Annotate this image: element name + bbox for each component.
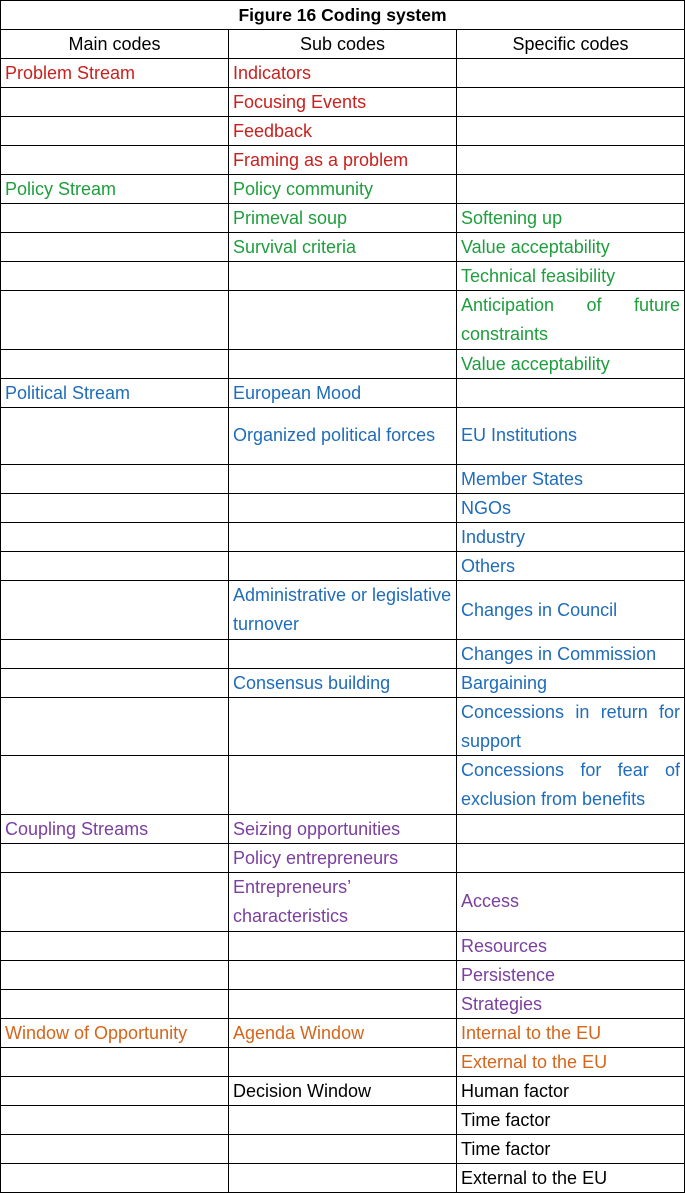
table-body	[1, 59, 685, 1193]
sub-code-cell	[229, 989, 457, 1018]
sub-code-cell	[229, 494, 457, 523]
sub-code-cell: Focusing Events	[229, 88, 457, 117]
sub-code-cell: Entrepreneurs’ characteristics	[229, 872, 457, 931]
table-row	[1, 146, 685, 175]
sub-code-cell: Consensus building	[229, 668, 457, 697]
table-row	[1, 465, 685, 494]
table-row	[1, 88, 685, 117]
main-code-cell	[1, 756, 229, 815]
title-row	[1, 1, 685, 30]
specific-code-cell	[457, 146, 685, 175]
main-code-cell	[1, 407, 229, 465]
sub-code-cell: Feedback	[229, 117, 457, 146]
main-code-cell	[1, 989, 229, 1018]
table-row	[1, 814, 685, 843]
table-row	[1, 1076, 685, 1105]
table-row	[1, 1018, 685, 1047]
table-title: Figure 16 Coding system	[1, 1, 685, 30]
sub-code-cell: Organized political forces	[229, 407, 457, 465]
table-row	[1, 1105, 685, 1134]
sub-code-cell	[229, 1134, 457, 1163]
table-row	[1, 378, 685, 407]
main-code-cell: Political Stream	[1, 378, 229, 407]
table-row	[1, 494, 685, 523]
main-code-cell	[1, 1163, 229, 1192]
sub-code-cell	[229, 756, 457, 815]
specific-code-cell: Strategies	[457, 989, 685, 1018]
sub-code-cell	[229, 291, 457, 350]
table-row	[1, 581, 685, 640]
specific-code-cell	[457, 59, 685, 88]
specific-code-cell	[457, 175, 685, 204]
specific-code-cell: Member States	[457, 465, 685, 494]
main-code-cell: Window of Opportunity	[1, 1018, 229, 1047]
main-code-cell: Problem Stream	[1, 59, 229, 88]
main-code-cell	[1, 465, 229, 494]
table-row	[1, 1134, 685, 1163]
specific-code-cell: EU Institutions	[457, 407, 685, 465]
specific-code-cell: Others	[457, 552, 685, 581]
specific-code-cell: External to the EU	[457, 1047, 685, 1076]
specific-code-cell: Value acceptability	[457, 349, 685, 378]
sub-code-cell: Policy community	[229, 175, 457, 204]
main-code-cell	[1, 117, 229, 146]
main-code-cell	[1, 960, 229, 989]
main-code-cell	[1, 262, 229, 291]
main-code-cell	[1, 204, 229, 233]
main-code-cell	[1, 494, 229, 523]
table-row	[1, 668, 685, 697]
specific-code-cell: Concessions for fear of exclusion from benefits	[457, 756, 685, 815]
table-row	[1, 552, 685, 581]
sub-code-cell: Policy entrepreneurs	[229, 843, 457, 872]
specific-code-cell: Anticipation of future constraints	[457, 291, 685, 350]
main-code-cell	[1, 523, 229, 552]
specific-code-cell: Human factor	[457, 1076, 685, 1105]
main-code-cell: Policy Stream	[1, 175, 229, 204]
sub-code-cell: Primeval soup	[229, 204, 457, 233]
main-code-cell	[1, 639, 229, 668]
main-code-cell: Coupling Streams	[1, 814, 229, 843]
sub-code-cell	[229, 349, 457, 378]
table-row	[1, 1163, 685, 1192]
table-row	[1, 1047, 685, 1076]
table-row	[1, 843, 685, 872]
main-code-cell	[1, 1105, 229, 1134]
table-row	[1, 639, 685, 668]
sub-code-cell	[229, 465, 457, 494]
table-row	[1, 523, 685, 552]
specific-code-cell	[457, 378, 685, 407]
table-row	[1, 117, 685, 146]
table-row	[1, 697, 685, 756]
sub-code-cell	[229, 1047, 457, 1076]
specific-code-cell	[457, 88, 685, 117]
header-main-codes: Main codes	[1, 30, 229, 59]
sub-code-cell: Framing as a problem	[229, 146, 457, 175]
header-row	[1, 30, 685, 59]
main-code-cell	[1, 1047, 229, 1076]
sub-code-cell: Decision Window	[229, 1076, 457, 1105]
sub-code-cell	[229, 931, 457, 960]
sub-code-cell	[229, 523, 457, 552]
table-row	[1, 349, 685, 378]
main-code-cell	[1, 233, 229, 262]
specific-code-cell: Time factor	[457, 1134, 685, 1163]
specific-code-cell: Bargaining	[457, 668, 685, 697]
main-code-cell	[1, 88, 229, 117]
table-row	[1, 872, 685, 931]
specific-code-cell: Concessions in return for support	[457, 697, 685, 756]
specific-code-cell	[457, 814, 685, 843]
specific-code-cell: Persistence	[457, 960, 685, 989]
main-code-cell	[1, 931, 229, 960]
sub-code-cell: Survival criteria	[229, 233, 457, 262]
specific-code-cell	[457, 117, 685, 146]
table-row	[1, 960, 685, 989]
sub-code-cell	[229, 697, 457, 756]
specific-code-cell: Technical feasibility	[457, 262, 685, 291]
main-code-cell	[1, 668, 229, 697]
main-code-cell	[1, 843, 229, 872]
main-code-cell	[1, 291, 229, 350]
specific-code-cell: Internal to the EU	[457, 1018, 685, 1047]
table-row	[1, 204, 685, 233]
table-row	[1, 175, 685, 204]
header-sub-codes: Sub codes	[229, 30, 457, 59]
sub-code-cell	[229, 1163, 457, 1192]
specific-code-cell: Value acceptability	[457, 233, 685, 262]
table-row	[1, 233, 685, 262]
main-code-cell	[1, 349, 229, 378]
specific-code-cell: Changes in Commission	[457, 639, 685, 668]
main-code-cell	[1, 697, 229, 756]
main-code-cell	[1, 552, 229, 581]
header-specific-codes: Specific codes	[457, 30, 685, 59]
sub-code-cell	[229, 552, 457, 581]
main-code-cell	[1, 581, 229, 640]
sub-code-cell: Seizing opportunities	[229, 814, 457, 843]
sub-code-cell	[229, 639, 457, 668]
main-code-cell	[1, 1134, 229, 1163]
table-row	[1, 291, 685, 350]
sub-code-cell: Indicators	[229, 59, 457, 88]
main-code-cell	[1, 1076, 229, 1105]
specific-code-cell: Resources	[457, 931, 685, 960]
sub-code-cell: Administrative or legislative turnover	[229, 581, 457, 640]
sub-code-cell: European Mood	[229, 378, 457, 407]
table-row	[1, 59, 685, 88]
specific-code-cell: Softening up	[457, 204, 685, 233]
main-code-cell	[1, 872, 229, 931]
table-row	[1, 756, 685, 815]
specific-code-cell: Access	[457, 872, 685, 931]
table-row	[1, 262, 685, 291]
specific-code-cell	[457, 843, 685, 872]
main-code-cell	[1, 146, 229, 175]
sub-code-cell	[229, 262, 457, 291]
table-row	[1, 989, 685, 1018]
specific-code-cell: Industry	[457, 523, 685, 552]
sub-code-cell	[229, 1105, 457, 1134]
specific-code-cell: NGOs	[457, 494, 685, 523]
specific-code-cell: Changes in Council	[457, 581, 685, 640]
specific-code-cell: Time factor	[457, 1105, 685, 1134]
sub-code-cell	[229, 960, 457, 989]
table-row	[1, 931, 685, 960]
table-row	[1, 407, 685, 465]
specific-code-cell: External to the EU	[457, 1163, 685, 1192]
sub-code-cell: Agenda Window	[229, 1018, 457, 1047]
